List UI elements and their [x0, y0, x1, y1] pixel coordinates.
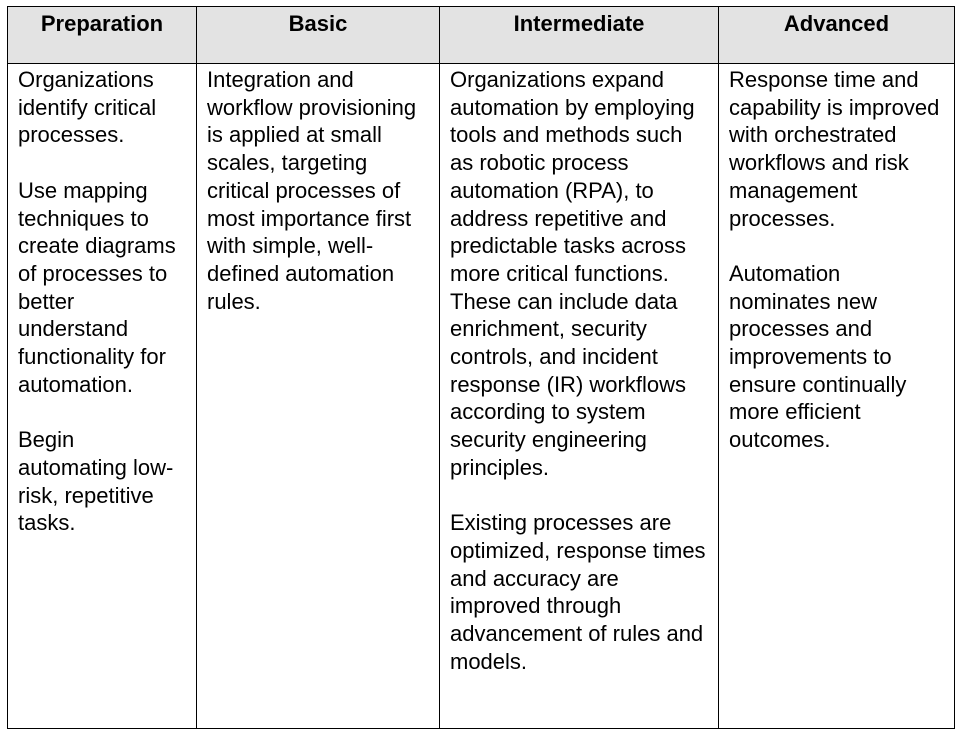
advanced-paragraph: Response time and capability is improved with orchestrated workflows and risk management processes. [729, 67, 940, 231]
intermediate-paragraph: Existing processes are optimized, response times and accuracy are improved through advancement of rules and models. [450, 510, 706, 674]
advanced-paragraph: Automation nominates new processes and improvements to ensure continually more efficient outcomes. [729, 260, 907, 453]
cell-advanced [719, 64, 955, 729]
cell-basic [197, 64, 440, 729]
header-advanced: Advanced [719, 7, 955, 64]
cell-preparation [8, 64, 197, 729]
cell-intermediate [440, 64, 719, 729]
basic-paragraph: Integration and workflow provisioning is applied at small scales, targeting critical processes of most importance first with simple, well-defined automation rules. [207, 67, 417, 314]
preparation-paragraph: Organizations identify critical processes. [18, 67, 157, 148]
header-intermediate: Intermediate [440, 7, 719, 64]
preparation-paragraph: Use mapping techniques to create diagrams of processes to better understand functionality for automation. [18, 177, 176, 397]
maturity-table [7, 6, 955, 729]
content-row [8, 64, 955, 729]
header-preparation: Preparation [8, 7, 197, 64]
header-basic: Basic [197, 7, 440, 64]
intermediate-paragraph: Organizations expand automation by employing tools and methods such as robotic process automation (RPA), to address repetitive and predictable tasks across more critical functions. These can include data enrichment, security controls, and incident response (IR) workflows according to system security engineering principles. [450, 67, 695, 480]
header-row [8, 7, 955, 64]
preparation-paragraph: Begin automating low-risk, repetitive tasks. [18, 427, 174, 536]
